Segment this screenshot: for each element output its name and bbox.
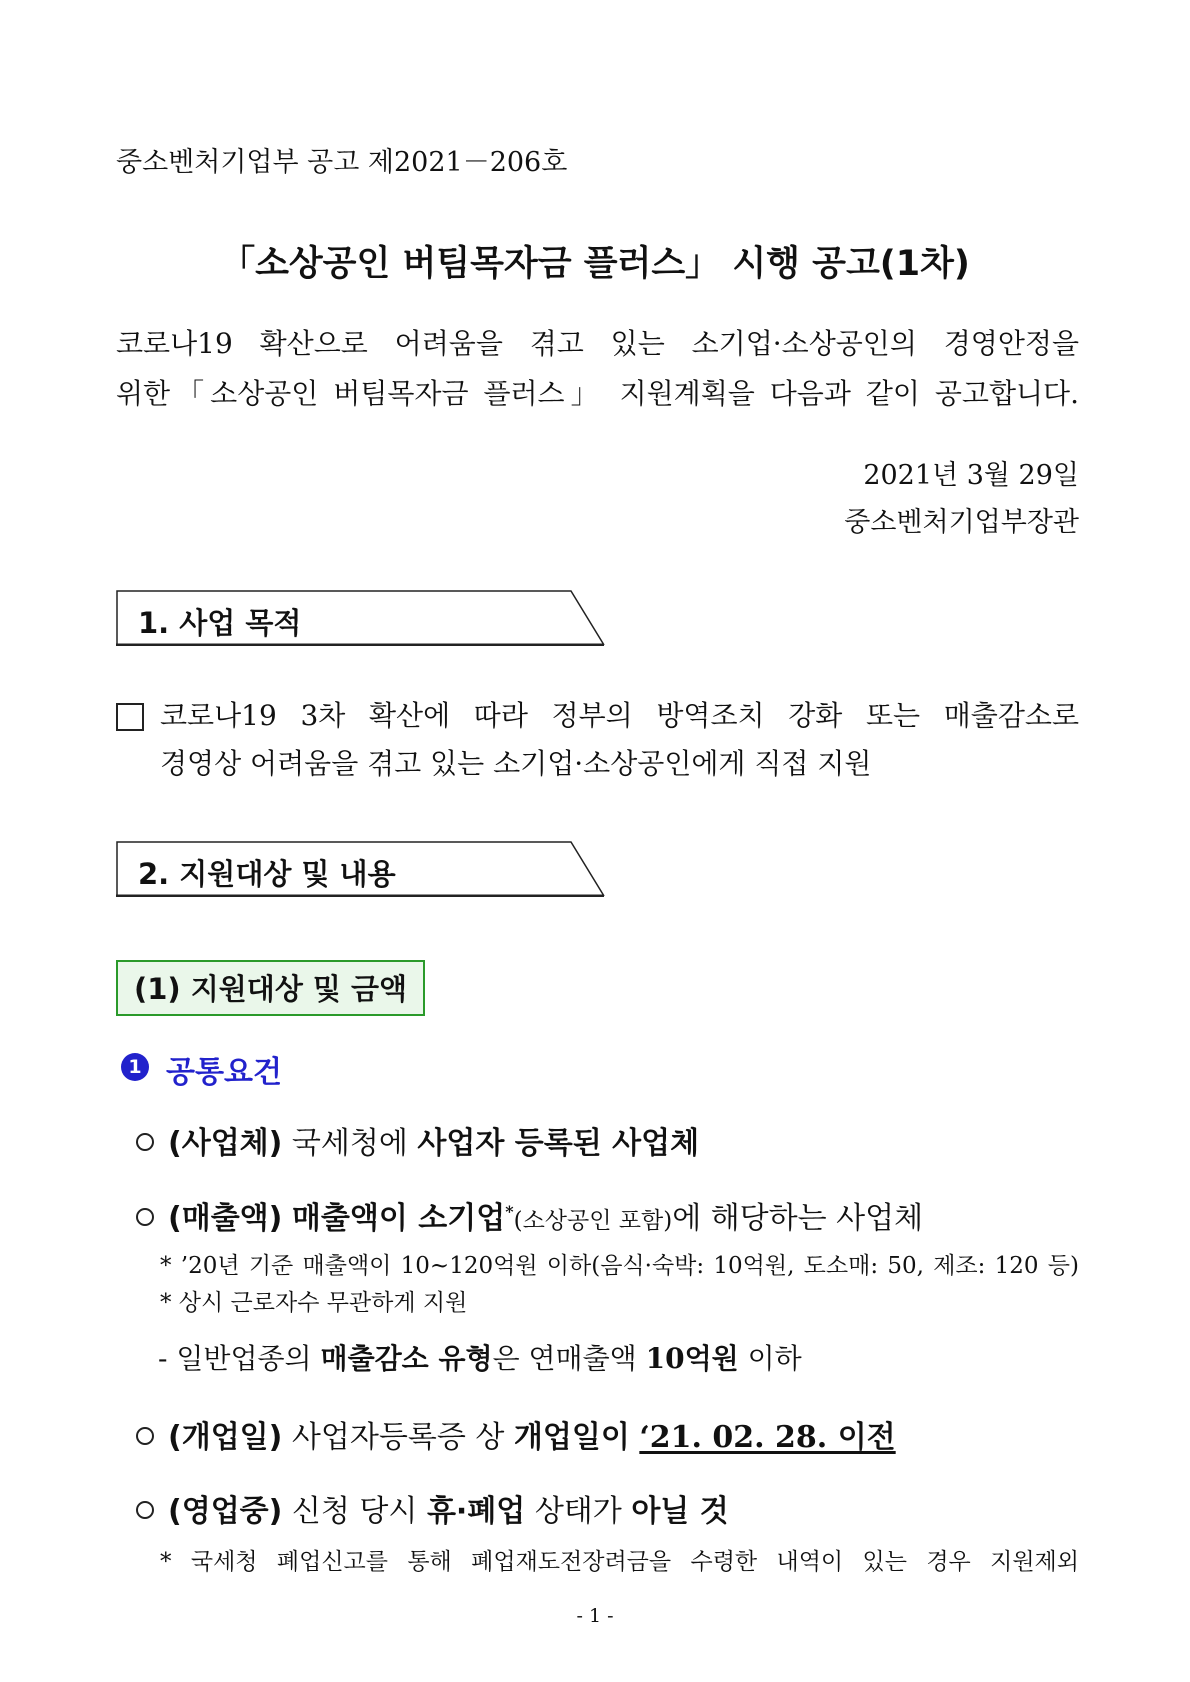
notice-number: 중소벤처기업부 공고 제2021－206호 <box>116 147 568 178</box>
section-2-heading: 2. 지원대상 및 내용 <box>138 857 396 891</box>
general-bold-2: 10억원 <box>645 1342 739 1375</box>
footnote-star: * <box>505 1202 514 1221</box>
issue-date: 2021년 3월 29일 <box>863 460 1079 491</box>
general-industry-line <box>158 1337 802 1377</box>
page-title: 「소상공인 버팀목자금 플러스」 시행 공고(1차) <box>220 244 970 284</box>
item-bold-text: 매출액이 소기업 <box>291 1201 506 1236</box>
section-1-heading: 1. 사업 목적 <box>138 606 302 640</box>
item-revenue <box>136 1193 923 1237</box>
checkbox-square-icon <box>116 703 144 731</box>
item-bold-text: 휴·폐업 <box>426 1494 526 1529</box>
item-label: (사업체) <box>168 1126 283 1161</box>
signer: 중소벤처기업부장관 <box>844 507 1079 538</box>
item-paren-text: (소상공인 포함) <box>513 1208 673 1234</box>
common-requirements-heading: 공통요건 <box>166 1055 282 1090</box>
purpose-line-1: 코로나19 3차 확산에 따라 정부의 방역조치 강화 또는 매출감소로 <box>160 699 1079 732</box>
number-one-badge-icon: 1 <box>121 1053 149 1081</box>
general-bold-1: 매출감소 유형 <box>320 1342 493 1375</box>
item-business <box>136 1118 699 1162</box>
item-text: 상태가 <box>534 1494 622 1529</box>
section-2-heading-box <box>116 841 656 897</box>
page-number: - 1 - <box>576 1605 614 1627</box>
circle-bullet-icon <box>136 1501 154 1519</box>
circle-bullet-icon <box>136 1208 154 1226</box>
item-label: (영업중) <box>168 1494 283 1529</box>
item-text: 신청 당시 <box>291 1494 418 1529</box>
closure-note: * 국세청 폐업신고를 통해 폐업재도전장려금을 수령한 내역이 있는 경우 지원제외 <box>160 1549 1079 1575</box>
item-operating <box>136 1486 729 1530</box>
item-label: (매출액) <box>168 1201 283 1236</box>
circle-bullet-icon <box>136 1427 154 1445</box>
revenue-note-1: * ’20년 기준 매출액이 10~120억원 이하(음식·숙박: 10억원, 도소매: 50, 제조: 120 등) <box>160 1253 1079 1279</box>
item-text: 사업자등록증 상 <box>291 1420 505 1455</box>
general-mid: 은 연매출액 <box>492 1342 637 1375</box>
item-text: 에 해당하는 사업체 <box>672 1201 924 1236</box>
circle-bullet-icon <box>136 1133 154 1151</box>
intro-line-1: 코로나19 확산으로 어려움을 겪고 있는 소기업·소상공인의 경영안정을 <box>116 327 1079 360</box>
revenue-note-2: * 상시 근로자수 무관하게 지원 <box>160 1290 468 1316</box>
item-bold-text: 사업자 등록된 사업체 <box>417 1126 700 1161</box>
item-underlined-date: ‘21. 02. 28. 이전 <box>639 1420 896 1455</box>
purpose-line-2: 경영상 어려움을 겪고 있는 소기업·소상공인에게 직접 지원 <box>160 747 872 780</box>
item-opening-date <box>136 1412 896 1456</box>
section-1-heading-box <box>116 590 656 646</box>
item-bold-text: 개업일이 <box>513 1420 630 1455</box>
item-bold-text: 아닐 것 <box>631 1494 729 1529</box>
general-prefix: - 일반업종의 <box>158 1342 312 1375</box>
intro-line-2: 위한「소상공인 버팀목자금 플러스」 지원계획을 다음과 같이 공고합니다. <box>116 377 1079 410</box>
sub-heading: (1) 지원대상 및 금액 <box>116 960 425 1016</box>
general-suffix: 이하 <box>747 1342 802 1375</box>
item-text: 국세청에 <box>291 1126 408 1161</box>
item-label: (개업일) <box>168 1420 283 1455</box>
